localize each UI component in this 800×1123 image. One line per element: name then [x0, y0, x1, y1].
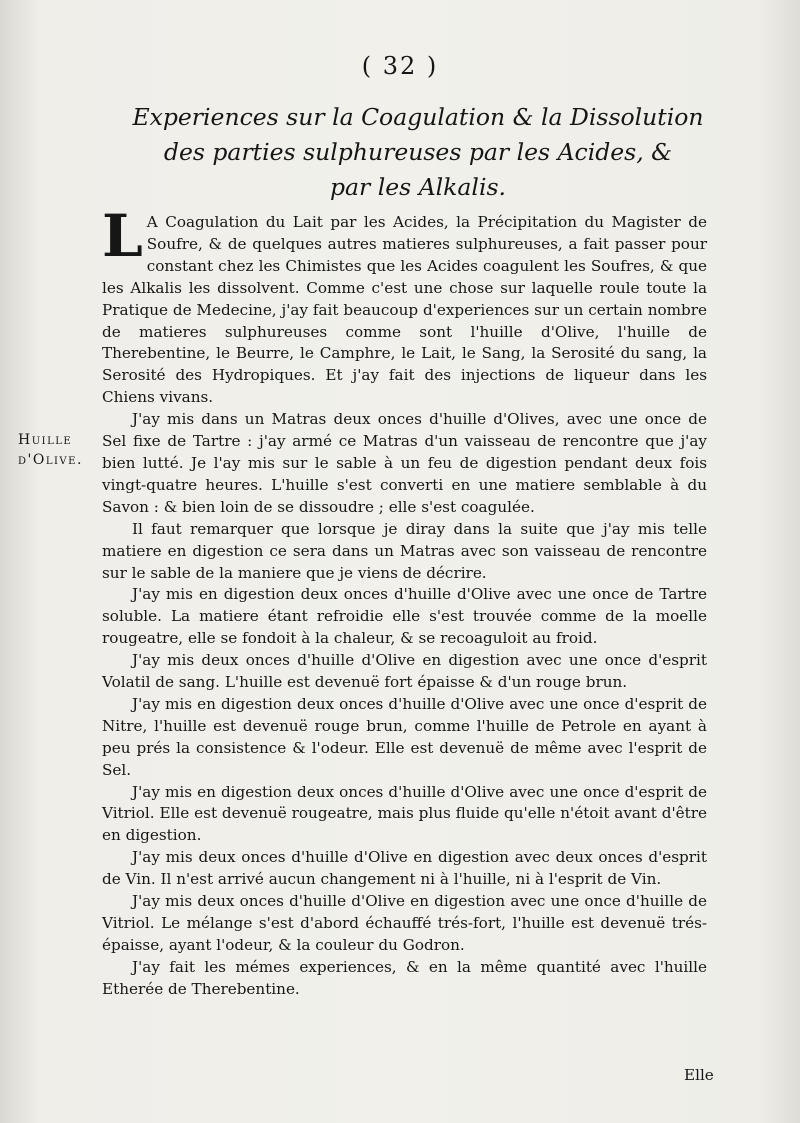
margin-note-line: d'Olive. — [18, 452, 83, 468]
paragraph — [102, 202, 707, 409]
paragraph: J'ay fait les mémes experiences, & en la même quantité avec l'huille Etherée de Therebentine. — [102, 957, 707, 998]
body-text — [102, 202, 707, 1001]
paragraph: Il faut remarquer que lorsque je diray dans la suite que j'ay mis telle matiere en digestion ce sera dans un Matras avec son vaisseau de rencontre sur le sable de la maniere que je viens de décrire. — [102, 519, 707, 582]
section-title — [118, 100, 718, 205]
paragraph: J'ay mis deux onces d'huille d'Olive en digestion avec deux onces d'esprit de Vin. Il n'est arrivé aucun changement ni à l'huille, ni à l'esprit de Vin. — [102, 848, 707, 889]
paragraph: J'ay mis dans un Matras deux onces d'huille d'Olives, avec une once de Sel fixe de Tartre : j'ay armé ce Matras d'un vaisseau de rencontre que j'ay bien lutté. Je l'ay mis sur le sable à un feu de digestion pendant deux fois vingt-quatre heures. L'huille s'est converti en une matiere semblable à du Savon : & bien loin de se dissoudre ; elle s'est coagulée. — [102, 410, 707, 516]
paragraph: J'ay mis en digestion deux onces d'huille d'Olive avec une once d'esprit de Vitriol. Elle est devenuë rougeatre, mais plus fluide qu'elle n'étoit avant d'être en digestion. — [102, 782, 707, 845]
catchword: Elle — [684, 1066, 714, 1084]
paragraph: J'ay mis deux onces d'huille d'Olive en digestion avec une once d'huille de Vitriol. Le mélange s'est d'abord échauffé trés-fort, l'huille est devenuë trés-épaisse, ayant l'odeur, & la couleur du Godron. — [102, 892, 707, 954]
paragraph: J'ay mis en digestion deux onces d'huille d'Olive avec une once d'esprit de Nitre, l'huille est devenuë rouge brun, comme l'huille de Petrole en ayant à peu prés la consistence & l'odeur. Elle est devenuë de même avec l'esprit de Sel. — [102, 694, 707, 779]
title-line: des parties sulphureuses par les Acides, & — [163, 138, 673, 166]
paragraph-text: A Coagulation du Lait par les Acides, la Précipitation du Magister de Soufre, & de quelques autres matieres sulphureuses, a fait passer pour constant chez les Chimistes que les Acides coagulent les Soufres, & que les Alkalis les dissolvent. Comme c'est une chose sur laquelle roule toute la Pratique de Medecine, j'ay fait beaucoup d'experiences sur un certain nombre de matieres sulphureuses comme sont l'huille d'Olive, l'huille de Therebentine, le Beurre, le Camphre, le Lait, le Sang, la Serosité du sang, la Serosité des Hydropiques. Et j'ay fait des injections de liqueur dans les Chiens vivans. — [102, 213, 707, 407]
title-line: par les Alkalis. — [329, 173, 506, 201]
margin-note — [18, 430, 108, 470]
margin-note-line: Huille — [18, 432, 73, 448]
paragraph: J'ay mis en digestion deux onces d'huille d'Olive avec une once de Tartre soluble. La matiere étant refroidie elle s'est trouvée comme de la moelle rougeatre, elle se fondoit à la chaleur, & se recoaguloit au froid. — [102, 585, 707, 648]
drop-cap: L — [102, 202, 143, 270]
paragraph: J'ay mis deux onces d'huille d'Olive en digestion avec une once d'esprit Volatil de sang. L'huille est devenuë fort épaisse & d'un rouge brun. — [102, 651, 707, 692]
title-line: Experiences sur la Coagulation & la Dissolution — [132, 103, 704, 131]
page-number: ( 32 ) — [361, 52, 439, 80]
